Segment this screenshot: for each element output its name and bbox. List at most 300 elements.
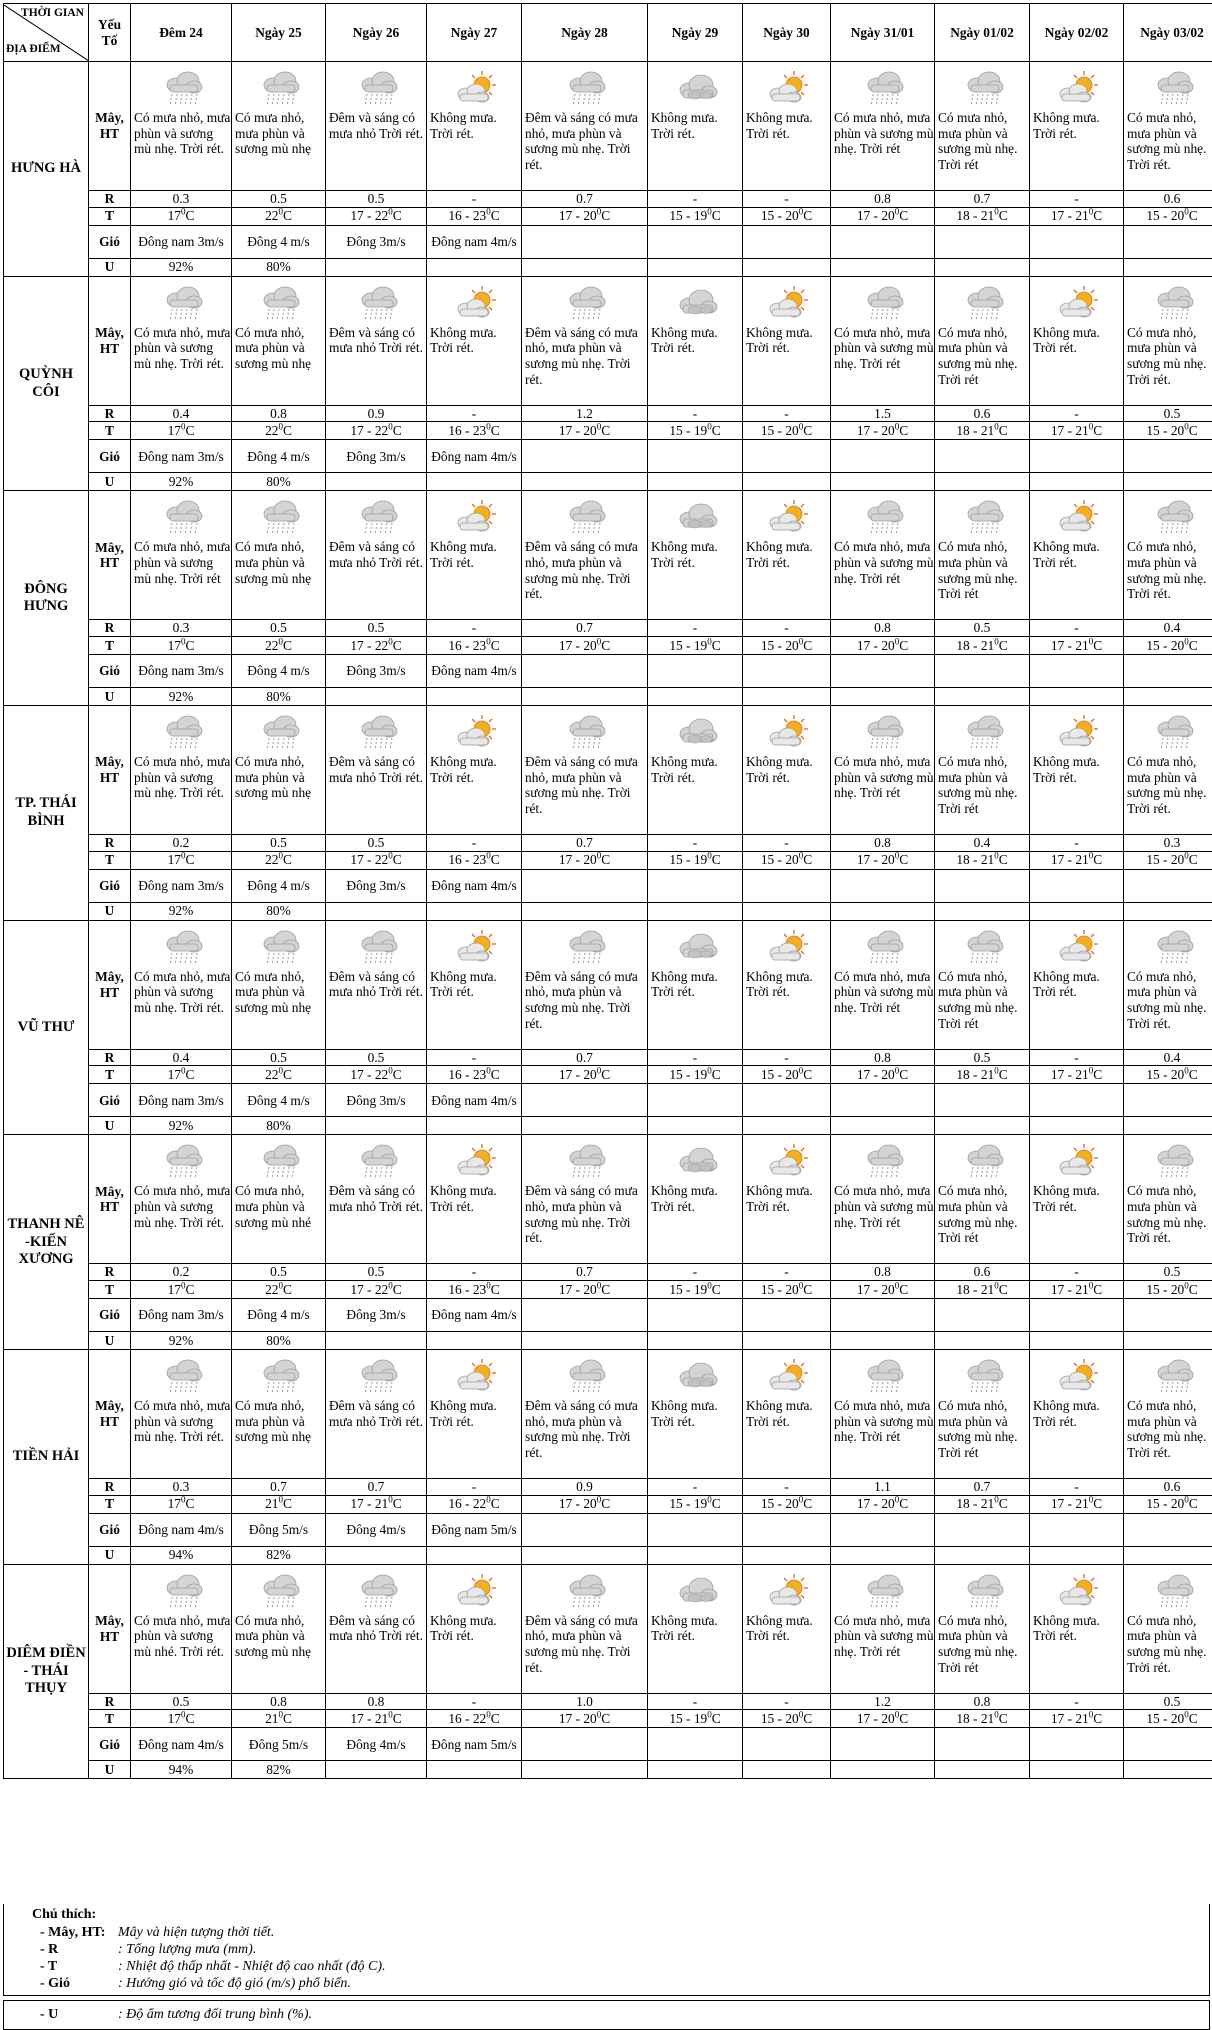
rain-cell: 0.5 [326, 1049, 427, 1066]
weather-cell [232, 276, 326, 405]
temp-high: 20 [785, 208, 799, 224]
rain-cell: 0.8 [831, 191, 935, 208]
temp-low: 17 [350, 637, 364, 653]
weather-cell [131, 920, 232, 1049]
rain-cell: - [427, 1049, 522, 1066]
temp-cell: $21^0C$ [232, 1710, 326, 1728]
weather-description: Đêm và sáng có mưa nhỏ, mưa phùn và sương mù nhẹ. Trời rét. [525, 1183, 638, 1246]
temp-high: 23 [472, 208, 487, 224]
rain-cell: - [648, 405, 743, 422]
weather-description: Có mưa nhỏ, mưa phùn và sương mù nhẹ. Trời rét [834, 1183, 934, 1230]
factor-humidity: U [89, 1546, 131, 1564]
humidity-cell [935, 902, 1030, 920]
station-name: THANH NÊ -KIẾN XƯƠNG [4, 1135, 89, 1350]
factor-cloud: Mây, HT [89, 276, 131, 405]
humidity-cell [935, 258, 1030, 276]
station-wind-row [4, 1299, 1212, 1332]
station-humidity-row [4, 258, 1212, 276]
factor-temp: T [89, 1066, 131, 1084]
wind-cell: Đông nam 4m/s [427, 869, 522, 902]
temp-cell: $17 - 20^0C$ [831, 1710, 935, 1728]
temp-low: 21 [265, 1711, 279, 1727]
temp-low: 17 [856, 637, 871, 653]
temp-high: 19 [693, 208, 708, 224]
temp-cell: $15 - 19^0C$ [648, 1281, 743, 1299]
wind-cell [743, 869, 831, 902]
station-rain-row [4, 1264, 1212, 1281]
sun-cloud-icon [430, 283, 521, 323]
factor-wind: Gió [89, 225, 131, 258]
temp-cell: $22^0C$ [232, 1281, 326, 1299]
humidity-cell [326, 258, 427, 276]
cloud-icon [651, 1356, 742, 1396]
humidity-cell [648, 1332, 743, 1350]
weather-description: Không mưa. Trời rét. [651, 1612, 718, 1644]
weather-cell [831, 1135, 935, 1264]
legend-key: - T [40, 1959, 58, 1974]
temp-high: 20 [1170, 1496, 1185, 1512]
wind-cell [1030, 440, 1124, 473]
weather-cell [831, 491, 935, 620]
temp-high: 20 [583, 208, 597, 224]
weather-cell [522, 1350, 648, 1479]
rain-cell: 0.5 [131, 1693, 232, 1710]
rain-cell: 0.7 [522, 191, 648, 208]
rain-cloud-icon [938, 68, 1029, 108]
temp-high: 19 [693, 1067, 708, 1083]
rain-cell: 0.8 [831, 1264, 935, 1281]
factor-wind: Gió [89, 655, 131, 688]
weather-cell [522, 1564, 648, 1693]
temp-high: 23 [472, 852, 487, 868]
temp-low: 16 [448, 852, 462, 868]
rain-cloud-icon [329, 1571, 426, 1611]
factor-cloud: Mây, HT [89, 920, 131, 1049]
wind-cell [831, 655, 935, 688]
weather-cell [648, 1350, 743, 1479]
temp-low: 17 [558, 1281, 573, 1297]
rain-cell: 0.7 [522, 620, 648, 637]
temp-cell: $22^0C$ [232, 1066, 326, 1084]
temp-low: 17 [350, 208, 364, 224]
weather-cell [1030, 276, 1124, 405]
station-weather-row [4, 62, 1212, 191]
day-header: Ngày 30 [743, 4, 831, 62]
station-humidity-row [4, 1761, 1212, 1779]
sun-cloud-icon [746, 1571, 830, 1611]
temp-low: 15 [760, 1711, 775, 1727]
rain-cell: 0.8 [326, 1693, 427, 1710]
rain-cloud-icon [834, 1356, 934, 1396]
rain-cloud-icon [134, 712, 231, 752]
humidity-cell [1030, 1117, 1124, 1135]
weather-description: Đêm và sáng có mưa nhỏ Trời rét. [329, 968, 423, 1000]
station-humidity-row [4, 902, 1212, 920]
rain-cell: - [1030, 835, 1124, 852]
temp-cell: $17^0C$ [131, 1710, 232, 1728]
factor-rain: R [89, 1693, 131, 1710]
wind-cell: Đông 4 m/s [232, 1299, 326, 1332]
legend-item [40, 1976, 351, 1992]
weather-description: Có mưa nhỏ, mưa phùn và sương mù nhẹ [235, 110, 312, 157]
factor-wind: Gió [89, 1513, 131, 1546]
temp-low: 15 [1146, 423, 1160, 438]
station-rain-row [4, 1479, 1212, 1496]
weather-cell [743, 62, 831, 191]
weather-description: Có mưa nhỏ, mưa phùn và sương mù nhẹ. Trời rét [834, 754, 934, 801]
temp-high: 19 [693, 637, 708, 653]
weather-cell [648, 920, 743, 1049]
wind-cell: Đông nam 4m/s [131, 1728, 232, 1761]
humidity-cell: 82% [232, 1546, 326, 1564]
weather-description: Có mưa nhỏ, mưa phùn và sương mù nhẹ. Trời rét [834, 968, 934, 1016]
temp-cell: $15 - 19^0C$ [648, 422, 743, 440]
legend-key: - R [40, 1942, 59, 1957]
temp-low: 18 [956, 852, 970, 868]
weather-cell [935, 1564, 1030, 1693]
weather-cell [831, 706, 935, 835]
temp-cell: $15 - 20^0C$ [1124, 1281, 1212, 1299]
temp-cell: $15 - 20^0C$ [1124, 1710, 1212, 1728]
weather-cell [427, 62, 522, 191]
rain-cell: - [648, 1049, 743, 1066]
weather-cell [131, 276, 232, 405]
cloud-icon [651, 68, 742, 108]
temp-cell: $17^0C$ [131, 637, 232, 655]
humidity-cell [743, 1546, 831, 1564]
weather-cell [427, 1350, 522, 1479]
temp-high: 21 [980, 637, 995, 653]
station-wind-row [4, 1513, 1212, 1546]
station-weather-row [4, 706, 1212, 835]
rain-cell: 0.7 [935, 1479, 1030, 1496]
rain-cloud-icon [329, 68, 426, 108]
weather-cell [326, 1135, 427, 1264]
wind-cell [522, 1728, 648, 1761]
humidity-cell [648, 258, 743, 276]
temp-cell: $17 - 20^0C$ [522, 1495, 648, 1513]
wind-cell: Đông nam 4m/s [427, 1299, 522, 1332]
temp-low: 17 [1050, 1711, 1065, 1727]
weather-cell [1124, 920, 1212, 1049]
rain-cell: 0.2 [131, 1264, 232, 1281]
temp-high: 22 [472, 1711, 487, 1727]
temp-cell: $17 - 20^0C$ [522, 1710, 648, 1728]
wind-cell: Đông 3m/s [326, 1084, 427, 1117]
weather-description: Có mưa nhỏ, mưa phùn và sương mù nhẹ. Trời rét. [1127, 1612, 1207, 1675]
time-label: THỜI GIAN [21, 6, 84, 19]
wind-cell [648, 1513, 743, 1546]
wind-cell [522, 440, 648, 473]
temp-low: 16 [448, 637, 462, 653]
wind-cell [522, 225, 648, 258]
day-header: Ngày 01/02 [935, 4, 1030, 62]
weather-description: Không mưa. Trời rét. [746, 1398, 813, 1429]
temp-cell: $17 - 20^0C$ [522, 422, 648, 440]
wind-cell [648, 1299, 743, 1332]
temp-low: 18 [956, 1067, 970, 1083]
weather-cell [1030, 1350, 1124, 1479]
humidity-cell [743, 688, 831, 706]
weather-description: Không mưa. Trời rét. [430, 1183, 497, 1215]
weather-description: Có mưa nhỏ, mưa phùn và sương mù nhẹ. Trời rét [834, 1398, 934, 1445]
temp-cell: $17 - 21^0C$ [1030, 1281, 1124, 1299]
rain-cloud-icon [134, 1356, 231, 1396]
temp-high: 21 [374, 1496, 389, 1512]
rain-cell: 0.8 [232, 1693, 326, 1710]
weather-cell [427, 920, 522, 1049]
weather-cell [935, 276, 1030, 405]
temp-high: 20 [785, 852, 799, 868]
humidity-cell [427, 902, 522, 920]
humidity-cell [326, 1117, 427, 1135]
temp-low: 18 [956, 1711, 970, 1727]
rain-cell: 0.5 [326, 191, 427, 208]
weather-description: Không mưa. Trời rét. [1033, 324, 1100, 356]
weather-cell [232, 706, 326, 835]
rain-cell: 0.8 [831, 835, 935, 852]
weather-description: Đêm và sáng có mưa nhỏ, mưa phùn và sương mù nhẹ. Trời rét. [525, 968, 638, 1031]
weather-cell [648, 1564, 743, 1693]
rain-cloud-icon [834, 497, 934, 537]
temp-low: 17 [167, 208, 181, 224]
station-humidity-row [4, 1332, 1212, 1350]
wind-cell: Đông nam 4m/s [427, 225, 522, 258]
rain-cell: 0.3 [1124, 835, 1212, 852]
weather-cell [648, 276, 743, 405]
rain-cell: - [743, 1264, 831, 1281]
station-temp-row [4, 1281, 1212, 1299]
wind-cell [1124, 1513, 1212, 1546]
temp-cell: $17^0C$ [131, 422, 232, 440]
weather-cell [232, 491, 326, 620]
humidity-cell: 92% [131, 473, 232, 491]
weather-description: Đêm và sáng có mưa nhỏ Trời rét. [329, 110, 423, 141]
temp-cell: $16 - 23^0C$ [427, 851, 522, 869]
humidity-cell [648, 1761, 743, 1779]
weather-description: Có mưa nhỏ, mưa phùn và sương mù nhẹ. Trời rét. [134, 110, 231, 157]
rain-cell: - [1030, 1264, 1124, 1281]
humidity-cell: 82% [232, 1761, 326, 1779]
temp-low: 22 [265, 637, 279, 653]
rain-cloud-icon [235, 927, 325, 967]
wind-cell [1124, 1084, 1212, 1117]
temp-low: 15 [1146, 208, 1160, 224]
temp-low: 17 [856, 1067, 871, 1083]
weather-cell [427, 1135, 522, 1264]
weather-cell [743, 706, 831, 835]
temp-low: 17 [856, 1496, 871, 1512]
temp-low: 22 [265, 1067, 279, 1083]
temp-cell: $17 - 22^0C$ [326, 1066, 427, 1084]
weather-cell [935, 1135, 1030, 1264]
weather-description: Đêm và sáng có mưa nhỏ Trời rét. [329, 754, 423, 785]
factor-humidity: U [89, 1332, 131, 1350]
humidity-cell: 80% [232, 902, 326, 920]
temp-low: 15 [669, 1496, 683, 1512]
temp-low: 18 [956, 208, 970, 224]
weather-description: Đêm và sáng có mưa nhỏ Trời rét. [329, 1183, 423, 1215]
rain-cloud-icon [329, 1141, 426, 1181]
weather-cell [1030, 706, 1124, 835]
rain-cell: 0.8 [232, 405, 326, 422]
temp-cell: $17^0C$ [131, 1281, 232, 1299]
weather-description: Không mưa. Trời rét. [1033, 1612, 1100, 1644]
weather-description: Có mưa nhỏ, mưa phùn và sương mù nhẹ. Trời rét. [134, 1398, 231, 1445]
rain-cloud-icon [525, 1141, 647, 1181]
humidity-cell [1124, 902, 1212, 920]
weather-cell [522, 491, 648, 620]
weather-description: Không mưa. Trời rét. [651, 1183, 718, 1215]
temp-low: 21 [265, 1496, 279, 1512]
temp-high: 22 [472, 1496, 487, 1512]
temp-low: 15 [669, 1711, 683, 1727]
humidity-cell [1124, 1546, 1212, 1564]
weather-cell [1030, 1135, 1124, 1264]
temp-high: 19 [693, 1711, 708, 1727]
temp-cell: $17 - 21^0C$ [1030, 207, 1124, 225]
wind-cell [1124, 1728, 1212, 1761]
weather-cell [831, 276, 935, 405]
rain-cloud-icon [834, 1141, 934, 1181]
day-header: Ngày 03/02 [1124, 4, 1212, 62]
wind-cell [522, 655, 648, 688]
temp-low: 17 [1050, 1281, 1065, 1297]
temp-low: 17 [558, 852, 573, 868]
sun-cloud-icon [746, 927, 830, 967]
temp-low: 17 [558, 423, 573, 438]
wind-cell [648, 869, 743, 902]
wind-cell [1124, 1299, 1212, 1332]
rain-cell: 0.6 [935, 1264, 1030, 1281]
station-temp-row [4, 1710, 1212, 1728]
rain-cell: 0.7 [522, 1264, 648, 1281]
temp-low: 18 [956, 637, 970, 653]
station-humidity-row [4, 1117, 1212, 1135]
temp-low: 17 [856, 852, 871, 868]
humidity-cell [326, 688, 427, 706]
rain-cloud-icon [938, 497, 1029, 537]
temp-cell: $15 - 20^0C$ [1124, 207, 1212, 225]
temp-high: 21 [1075, 1711, 1089, 1727]
station-temp-row [4, 1066, 1212, 1084]
rain-cloud-icon [1127, 1571, 1212, 1611]
temp-cell: $22^0C$ [232, 851, 326, 869]
station-weather-row [4, 1135, 1212, 1264]
rain-cloud-icon [134, 1141, 231, 1181]
temp-cell: $17 - 22^0C$ [326, 207, 427, 225]
rain-cell: - [1030, 1049, 1124, 1066]
temp-cell: $17 - 21^0C$ [1030, 1066, 1124, 1084]
humidity-cell [1124, 1761, 1212, 1779]
factor-temp: T [89, 851, 131, 869]
temp-high: 20 [785, 637, 799, 653]
sun-cloud-icon [1033, 1141, 1123, 1181]
wind-cell [935, 655, 1030, 688]
station-name: QUỲNH CÔI [4, 276, 89, 491]
rain-cloud-icon [834, 712, 934, 752]
temp-cell: $17^0C$ [131, 1495, 232, 1513]
rain-cell: - [427, 191, 522, 208]
weather-description: Có mưa nhỏ, mưa phùn và sương mù nhẹ. Trời rét [938, 1183, 1018, 1246]
factor-cloud: Mây, HT [89, 1135, 131, 1264]
weather-description: Có mưa nhỏ, mưa phùn và sương mù nhẹ. Trời rét. [1127, 539, 1207, 602]
wind-cell [648, 655, 743, 688]
temp-low: 17 [558, 637, 573, 653]
temp-high: 20 [881, 637, 895, 653]
station-rain-row [4, 1693, 1212, 1710]
temp-high: 21 [1075, 1067, 1089, 1083]
rain-cloud-icon [938, 1141, 1029, 1181]
factor-wind: Gió [89, 1084, 131, 1117]
station-wind-row [4, 1728, 1212, 1761]
weather-description: Không mưa. Trời rét. [430, 110, 497, 141]
temp-low: 15 [1146, 852, 1160, 868]
temp-low: 17 [1050, 852, 1065, 868]
humidity-cell [1030, 902, 1124, 920]
temp-high: 20 [583, 1711, 597, 1727]
rain-cell: 0.4 [1124, 1049, 1212, 1066]
rain-cloud-icon [235, 1141, 325, 1181]
wind-cell: Đông nam 3m/s [131, 1299, 232, 1332]
rain-cloud-icon [938, 283, 1029, 323]
temp-cell: $18 - 21^0C$ [935, 851, 1030, 869]
factor-header: Yếu Tố [89, 4, 131, 62]
temp-cell: $18 - 21^0C$ [935, 1066, 1030, 1084]
wind-cell: Đông 3m/s [326, 655, 427, 688]
weather-description: Có mưa nhỏ, mưa phùn và sương mù nhẹ. Trời rét [938, 110, 1018, 173]
temp-high: 23 [472, 637, 487, 653]
temp-cell: $18 - 21^0C$ [935, 1281, 1030, 1299]
wind-cell [1124, 655, 1212, 688]
temp-cell: $15 - 19^0C$ [648, 207, 743, 225]
wind-cell [743, 1084, 831, 1117]
weather-description: Không mưa. Trời rét. [746, 1183, 813, 1215]
humidity-cell [648, 1117, 743, 1135]
weather-cell [522, 706, 648, 835]
weather-description: Có mưa nhỏ, mưa phùn và sương mù nhẹ. Trời rét [134, 539, 231, 586]
temp-high: 21 [980, 208, 995, 224]
sun-cloud-icon [746, 497, 830, 537]
rain-cell: 0.5 [326, 1264, 427, 1281]
temp-high: 22 [374, 637, 389, 653]
humidity-cell [427, 1117, 522, 1135]
temp-high: 20 [881, 208, 895, 224]
sun-cloud-icon [430, 497, 521, 537]
weather-description: Không mưa. Trời rét. [746, 324, 813, 356]
wind-cell [1030, 655, 1124, 688]
weather-description: Có mưa nhỏ, mưa phùn và sương mù nhẹ [235, 1612, 312, 1660]
weather-description: Đêm và sáng có mưa nhỏ Trời rét. [329, 539, 423, 571]
temp-cell: $18 - 21^0C$ [935, 207, 1030, 225]
temp-low: 17 [167, 1281, 181, 1297]
rain-cloud-icon [1127, 927, 1212, 967]
rain-cell: 0.6 [1124, 1479, 1212, 1496]
temp-cell: $17 - 21^0C$ [1030, 637, 1124, 655]
temp-low: 15 [760, 1281, 775, 1297]
day-header: Ngày 26 [326, 4, 427, 62]
wind-cell [648, 440, 743, 473]
weather-description: Có mưa nhỏ, mưa phùn và sương mù nhẹ. Trời rét [938, 1612, 1018, 1675]
legend-item-u [40, 2007, 312, 2023]
wind-cell [935, 869, 1030, 902]
rain-cell: 0.5 [326, 620, 427, 637]
temp-high: 19 [693, 1281, 708, 1297]
humidity-cell: 92% [131, 902, 232, 920]
temp-low: 16 [448, 1281, 462, 1297]
humidity-cell: 80% [232, 1332, 326, 1350]
temp-cell: $15 - 20^0C$ [1124, 422, 1212, 440]
